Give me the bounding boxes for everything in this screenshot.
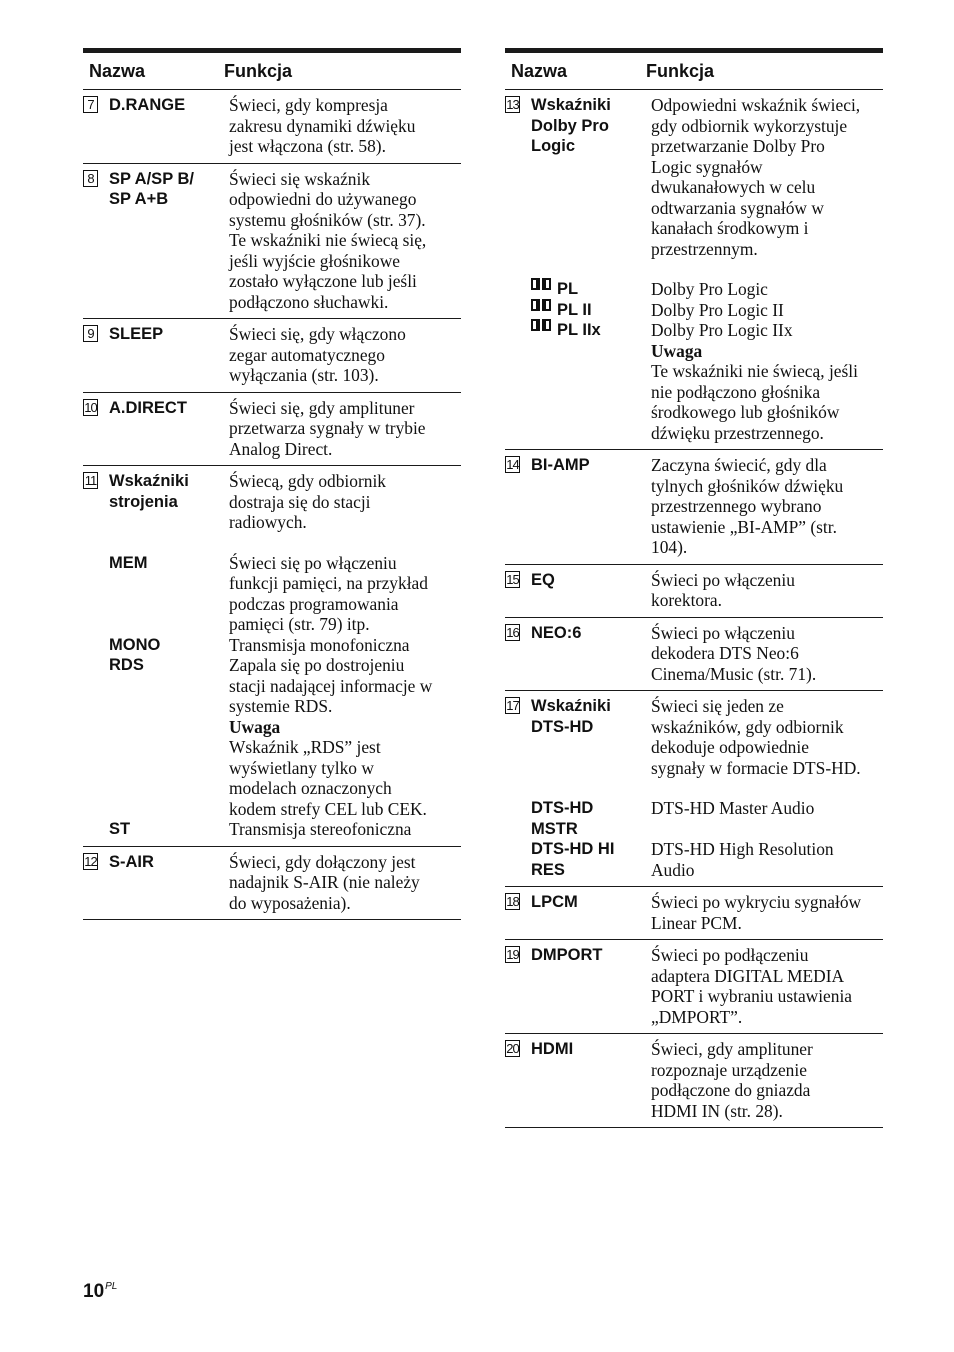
item-function: Świeci po włączeniu korektora. (651, 569, 795, 610)
item-number: 7 (83, 96, 98, 113)
item-number: 14 (506, 457, 519, 472)
item-name: Wskaźniki strojenia (109, 472, 189, 511)
sub-item-function: Świeci się po włączeniu funkcji pamięci, na przykład podczas programowania pamięci (str. 79) itp. (229, 552, 428, 634)
right-table (505, 48, 883, 1128)
dolby-double-d-icon (531, 278, 551, 290)
item-name: Wskaźniki Dolby Pro Logic (531, 96, 611, 155)
sub-item-function: Zapala się po dostrojeniu stacji nadającej informacje w systemie RDS. Uwaga Wskaźnik „RDS” jest wyświetlany tylko w modelach oznaczonych kodem strefy CEL lub CEK. (229, 655, 461, 819)
item-number: 16 (506, 624, 519, 640)
table-row (505, 940, 883, 1034)
item-name: A.DIRECT (109, 398, 187, 417)
sub-item-function: Dolby Pro Logic IIx Uwaga Te wskaźniki nie świecą, jeśli nie podłączono głośnika środkowego lub głośników dźwięku przestrzennego. (651, 320, 883, 443)
table-row (505, 618, 883, 692)
item-number: 18 (506, 894, 519, 909)
item-name: Wskaźniki DTS-HD (531, 697, 611, 736)
item-function: Świeci, gdy amplituner rozpoznaje urządzenie podłączone do gniazda HDMI IN (str. 28). (651, 1039, 813, 1121)
page-suffix: PL (105, 1281, 118, 1292)
item-function: Świeci się, gdy amplituner przetwarza sygnały w trybie Analog Direct. (229, 397, 426, 459)
item-name: SLEEP (109, 325, 164, 343)
sub-item-function: Dolby Pro Logic II (651, 299, 784, 320)
sub-item-function: DTS-HD High Resolution Audio (651, 839, 834, 880)
sub-item-name: PL II (557, 300, 592, 319)
item-name: HDMI (531, 1040, 574, 1058)
table-row (83, 90, 461, 164)
item-function: Odpowiedni wskaźnik świeci, gdy odbiornik wykorzystuje przetwarzanie Dolby Pro Logic sygnałów dwukanałowych w celu odtwarzania sygnałów w kanałach środkowym i przestrzennym. (651, 95, 861, 259)
item-function: Świeci się, gdy włączono zegar automatycznego wyłączania (str. 103). (229, 324, 406, 385)
item-number: 19 (506, 947, 519, 962)
item-number: 17 (506, 698, 519, 713)
header-name: Nazwa (511, 60, 568, 81)
item-name: DMPORT (531, 946, 603, 964)
item-function: Świeci się wskaźnik odpowiedni do używanego systemu głośników (str. 37). Te wskaźniki nie świecą się, jeśli wyjście głośnikowe zostało wyłączone lub jeśli podłączono słuchawki. (229, 168, 427, 312)
item-name: D.RANGE (109, 96, 186, 114)
table-row (83, 393, 461, 467)
item-number: 8 (83, 170, 98, 187)
sub-item-name: ST (109, 820, 131, 838)
table-row (505, 887, 883, 940)
header-function: Funkcja (646, 60, 715, 81)
item-function: Zaczyna świecić, gdy dla tylnych głośników dźwięku przestrzennego wybrano ustawienie „BI-AMP” (str. 104). (651, 455, 844, 557)
item-function: Świeci po wykryciu sygnałów Linear PCM. (651, 892, 862, 933)
item-function: Świeci, gdy kompresja zakresu dynamiki dźwięku jest włączona (str. 58). (229, 95, 416, 156)
sub-item-name: DTS-HD MSTR (531, 799, 594, 838)
table-row (505, 1034, 883, 1128)
item-name: BI-AMP (531, 456, 590, 474)
item-function: Świeci po podłączeniu adaptera DIGITAL MEDIA PORT i wybraniu ustawienia „DMPORT”. (651, 945, 853, 1027)
table-row (83, 466, 461, 847)
sub-item-name: DTS-HD HI RES (531, 840, 615, 879)
sub-item-function: Transmisja stereofoniczna (229, 819, 412, 839)
table-row (505, 90, 883, 450)
table-row (505, 450, 883, 565)
item-number: 11 (84, 473, 97, 488)
table-row (83, 319, 461, 393)
item-number: 12 (84, 853, 97, 869)
sub-item-name: RDS (109, 656, 144, 674)
item-number: 15 (506, 571, 519, 587)
item-number: 9 (83, 325, 98, 342)
item-name: S-AIR (109, 852, 154, 871)
dolby-double-d-icon (531, 319, 551, 331)
item-name: LPCM (531, 893, 578, 911)
note-label: Uwaga (651, 340, 703, 361)
note-label: Uwaga (229, 716, 281, 737)
sub-item-name: PL (557, 280, 579, 298)
item-number: 20 (506, 1041, 519, 1056)
item-number: 13 (506, 97, 519, 112)
item-name: SP A/SP B/ SP A+B (109, 169, 194, 208)
sub-item-function: DTS-HD Master Audio (651, 798, 815, 818)
table-header (505, 53, 883, 90)
table-row (505, 691, 883, 887)
item-name: EQ (531, 570, 555, 589)
item-function: Świecą, gdy odbiornik dostraja się do stacji radiowych. (229, 471, 386, 532)
item-function: Świeci po włączeniu dekodera DTS Neo:6 Cinema/Music (str. 71). (651, 622, 817, 684)
left-table (83, 48, 461, 920)
item-function: Świeci się jeden ze wskaźników, gdy odbiornik dekoduje odpowiednie sygnały w formacie DTS-HD. (651, 696, 861, 778)
table-row (505, 565, 883, 618)
dolby-double-d-icon (531, 299, 551, 311)
page-number: $10^{PL}$ (83, 1281, 118, 1302)
table-row (83, 847, 461, 921)
sub-item-function: Transmisja monofoniczna (229, 634, 410, 655)
sub-item-function: Dolby Pro Logic (651, 279, 768, 299)
header-function: Funkcja (224, 60, 293, 81)
table-row (83, 164, 461, 320)
sub-item-name: PL IIx (557, 321, 601, 339)
sub-item-name: MONO (109, 635, 161, 654)
header-name: Nazwa (89, 60, 146, 81)
item-number: 10 (84, 399, 97, 415)
table-header (83, 53, 461, 90)
item-function: Świeci, gdy dołączony jest nadajnik S-AIR (nie należy do wyposażenia). (229, 851, 420, 913)
sub-item-name: MEM (109, 553, 148, 572)
item-name: NEO:6 (531, 623, 582, 642)
